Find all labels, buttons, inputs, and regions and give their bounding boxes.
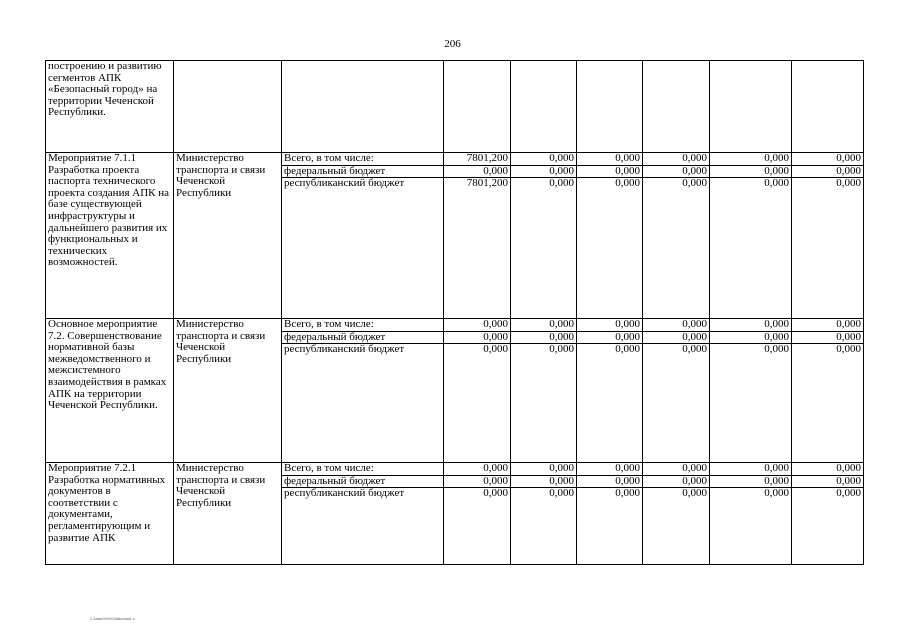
amount-value: 0,000	[792, 319, 863, 332]
funding-source-label: Всего, в том числе:	[282, 463, 443, 476]
amount-value: 7801,200	[466, 177, 508, 190]
amount-value: 0,000	[444, 319, 510, 332]
amount-cell	[710, 463, 792, 565]
funding-source-cell	[282, 153, 444, 319]
amount-cell	[511, 153, 577, 319]
activity-name-cell: Основное мероприятие 7.2. Совершенствование нормативной базы межведомственного и межсистемного взаимодействия в рамках АПК на территории Чеченской Республики.	[46, 319, 174, 463]
amount-value: 0,000	[710, 332, 791, 345]
amount-cell	[643, 61, 710, 153]
executor-cell: Министерство транспорта и связи Чеченской Республики	[174, 463, 282, 565]
amount-value: 0,000	[764, 487, 789, 500]
funding-source-label: Всего, в том числе:	[282, 319, 443, 332]
amount-cell	[511, 61, 577, 153]
amount-value: 0,000	[836, 487, 861, 500]
amount-cell	[792, 463, 864, 565]
executor-cell: Министерство транспорта и связи Чеченской Республики	[174, 319, 282, 463]
amount-value: 0,000	[444, 332, 510, 345]
amount-cell	[444, 319, 511, 463]
funding-source-label: федеральный бюджет	[282, 166, 443, 179]
amount-value: 0,000	[444, 476, 510, 489]
amount-cell	[792, 61, 864, 153]
amount-value: 0,000	[577, 463, 642, 476]
funding-source-cell	[282, 319, 444, 463]
amount-value: 0,000	[549, 177, 574, 190]
amount-value: 0,000	[643, 166, 709, 179]
amount-value: 0,000	[577, 166, 642, 179]
amount-value: 0,000	[444, 463, 510, 476]
funding-source-label: Всего, в том числе:	[282, 153, 443, 166]
funding-source-cell	[282, 463, 444, 565]
funding-source-label: федеральный бюджет	[282, 332, 443, 345]
amount-value: 0,000	[710, 476, 791, 489]
amount-cell	[444, 463, 511, 565]
amount-value: 0,000	[511, 463, 576, 476]
amount-value: 0,000	[792, 166, 863, 179]
amount-value: 0,000	[511, 332, 576, 345]
amount-value: 0,000	[511, 319, 576, 332]
amount-value: 0,000	[577, 476, 642, 489]
program-table	[45, 60, 864, 565]
funding-source-label: федеральный бюджет	[282, 476, 443, 489]
amount-value: 0,000	[710, 319, 791, 332]
amount-cell	[577, 319, 643, 463]
funding-source-label: республиканский бюджет	[284, 177, 405, 190]
amount-value: 0,000	[511, 153, 576, 166]
page-number: 206	[444, 38, 461, 50]
amount-value: 0,000	[511, 166, 576, 179]
amount-value: 0,000	[577, 319, 642, 332]
table-row	[46, 319, 864, 463]
amount-value: 0,000	[710, 153, 791, 166]
amount-value: 0,000	[549, 487, 574, 500]
amount-value: 0,000	[682, 343, 707, 356]
amount-cell	[444, 153, 511, 319]
amount-value: 0,000	[836, 343, 861, 356]
amount-cell	[511, 319, 577, 463]
amount-value: 0,000	[764, 177, 789, 190]
amount-value: 0,000	[577, 153, 642, 166]
amount-value: 0,000	[444, 166, 510, 179]
amount-cell	[710, 153, 792, 319]
amount-cell	[643, 319, 710, 463]
amount-value: 0,000	[549, 343, 574, 356]
table-row	[46, 153, 864, 319]
activity-name-cell: Мероприятие 7.1.1 Разработка проекта паспорта технического проекта создания АПК на базе существующей инфраструктуры и дальнейшего развития их функциональных и технических возможностей.	[46, 153, 174, 319]
funding-source-label: республиканский бюджет	[284, 487, 405, 500]
amount-value: 0,000	[643, 476, 709, 489]
amount-cell	[710, 61, 792, 153]
funding-source-cell	[282, 61, 444, 153]
table-body	[46, 61, 864, 565]
amount-value: 0,000	[682, 487, 707, 500]
amount-value: 0,000	[643, 319, 709, 332]
amount-value: 0,000	[615, 487, 640, 500]
amount-cell	[792, 153, 864, 319]
amount-cell	[643, 153, 710, 319]
amount-value: 0,000	[792, 153, 863, 166]
amount-value: 0,000	[836, 177, 861, 190]
amount-value: 0,000	[643, 153, 709, 166]
activity-name-cell: построению и развитию сегментов АПК «Безопасный город» на территории Чеченской Республики.	[46, 61, 174, 153]
amount-value: 7801,200	[444, 153, 510, 166]
amount-value: 0,000	[792, 463, 863, 476]
amount-value: 0,000	[483, 343, 508, 356]
activity-name-cell: Мероприятие 7.2.1 Разработка нормативных документов в соответствии с документами, регламентирующим и развитие АПК	[46, 463, 174, 565]
amount-value: 0,000	[682, 177, 707, 190]
table-row	[46, 463, 864, 565]
amount-cell	[792, 319, 864, 463]
amount-value: 0,000	[792, 476, 863, 489]
footer-note: 2 Aaaa000000a6a4aa4 a	[90, 616, 135, 621]
amount-value: 0,000	[577, 332, 642, 345]
amount-cell	[643, 463, 710, 565]
amount-cell	[710, 319, 792, 463]
amount-cell	[511, 463, 577, 565]
amount-value: 0,000	[615, 177, 640, 190]
amount-cell	[577, 463, 643, 565]
amount-value: 0,000	[615, 343, 640, 356]
amount-value: 0,000	[710, 463, 791, 476]
amount-value: 0,000	[792, 332, 863, 345]
executor-cell	[174, 61, 282, 153]
executor-cell: Министерство транспорта и связи Чеченской Республики	[174, 153, 282, 319]
amount-value: 0,000	[643, 463, 709, 476]
table-row	[46, 61, 864, 153]
amount-cell	[577, 61, 643, 153]
amount-value: 0,000	[764, 343, 789, 356]
amount-cell	[444, 61, 511, 153]
amount-value: 0,000	[483, 487, 508, 500]
amount-value: 0,000	[710, 166, 791, 179]
amount-cell	[577, 153, 643, 319]
amount-value: 0,000	[643, 332, 709, 345]
funding-source-label: республиканский бюджет	[284, 343, 405, 356]
amount-value: 0,000	[511, 476, 576, 489]
